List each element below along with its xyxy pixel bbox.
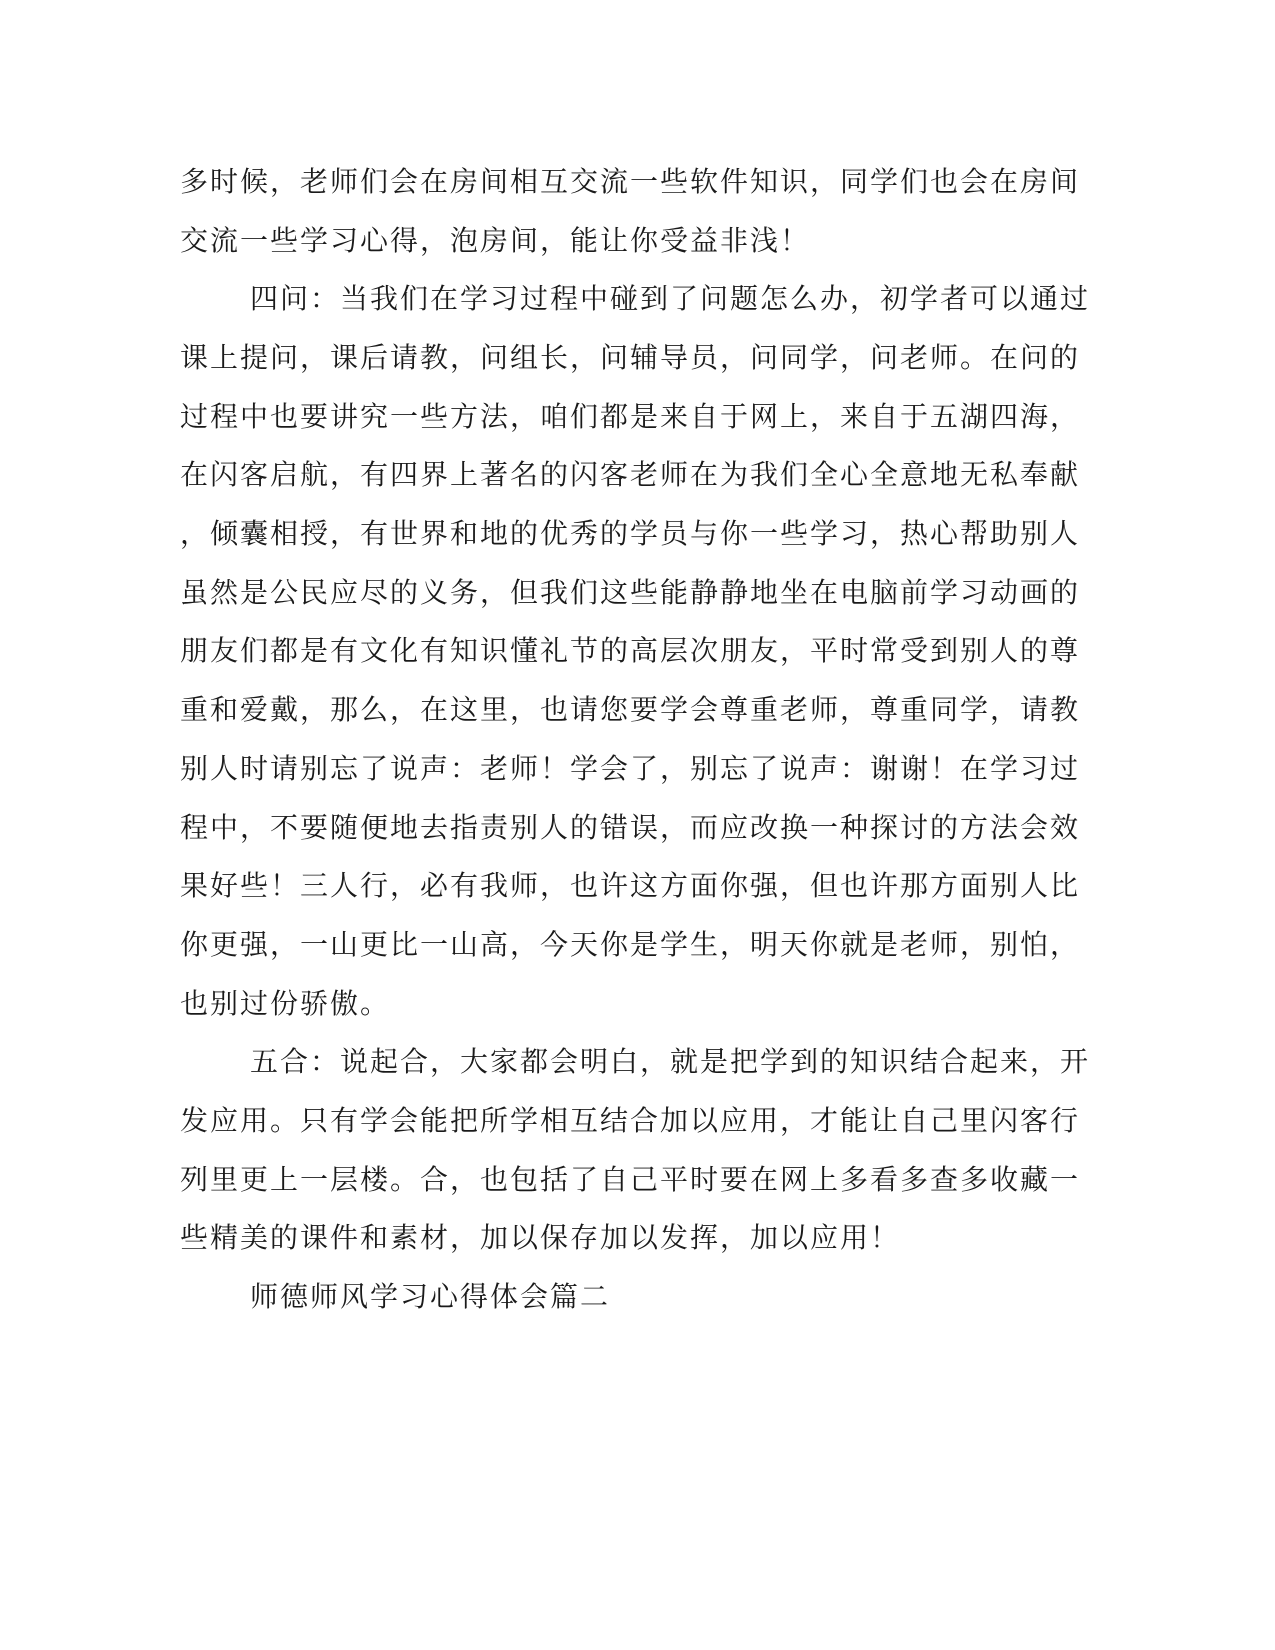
body-text-line: 虽然是公民应尽的义务，但我们这些能静静地坐在电脑前学习动画的 [180, 576, 1081, 609]
body-text-line: 重和爱戴，那么，在这里，也请您要学会尊重老师，尊重同学，请教 [180, 693, 1081, 726]
paragraph-start-line: 四问：当我们在学习过程中碰到了问题怎么办，初学者可以通过 [250, 282, 1091, 315]
paragraph-start-line: 五合：说起合，大家都会明白，就是把学到的知识结合起来，开 [250, 1045, 1091, 1078]
body-text-line: 在闪客启航，有四界上著名的闪客老师在为我们全心全意地无私奉献 [180, 458, 1081, 491]
body-text-line: 过程中也要讲究一些方法，咱们都是来自于网上，来自于五湖四海， [180, 400, 1081, 433]
body-text-line: 些精美的课件和素材，加以保存加以发挥，加以应用！ [180, 1221, 901, 1254]
body-text-line: 多时候，老师们会在房间相互交流一些软件知识，同学们也会在房间 [180, 165, 1081, 198]
body-text-line: 朋友们都是有文化有知识懂礼节的高层次朋友，平时常受到别人的尊 [180, 634, 1081, 667]
body-text-line: 别人时请别忘了说声：老师！学会了，别忘了说声：谢谢！在学习过 [180, 752, 1081, 785]
body-text-line: 也别过份骄傲。 [180, 987, 391, 1020]
body-text-line: 交流一些学习心得，泡房间，能让你受益非浅！ [180, 224, 811, 257]
body-text-line: 列里更上一层楼。合，也包括了自己平时要在网上多看多查多收藏一 [180, 1163, 1081, 1196]
body-text-line: 发应用。只有学会能把所学相互结合加以应用，才能让自己里闪客行 [180, 1104, 1081, 1137]
body-text-line: 程中，不要随便地去指责别人的错误，而应改换一种探讨的方法会效 [180, 811, 1081, 844]
section-heading: 师德师风学习心得体会篇二 [250, 1280, 611, 1313]
body-text-line: 果好些！三人行，必有我师，也许这方面你强，但也许那方面别人比 [180, 869, 1081, 902]
body-text-line: ，倾囊相授，有世界和地的优秀的学员与你一些学习，热心帮助别人 [180, 517, 1081, 550]
body-text-line: 你更强，一山更比一山高，今天你是学生，明天你就是老师，别怕， [180, 928, 1081, 961]
body-text-line: 课上提问，课后请教，问组长，问辅导员，问同学，问老师。在问的 [180, 341, 1081, 374]
